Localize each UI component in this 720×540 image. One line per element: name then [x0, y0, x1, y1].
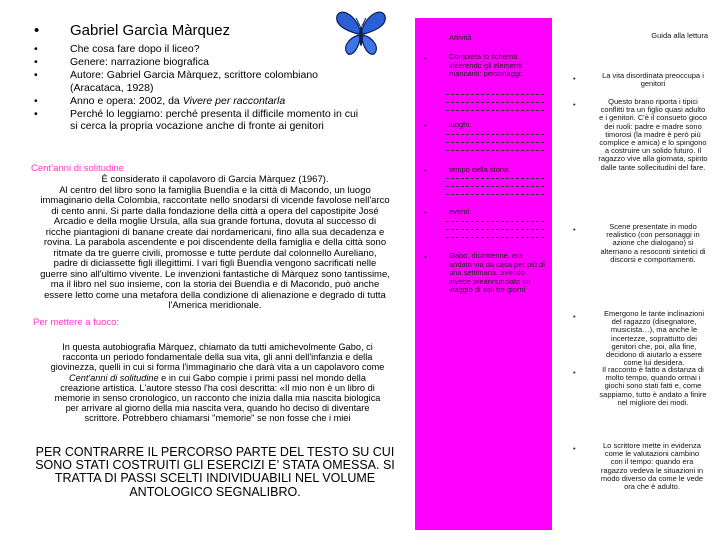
- bullet-icon: •: [573, 368, 576, 377]
- list-item: • Perché lo leggiamo: perché presenta il difficile momento in cui si cerca la propria vocazione anche di fronte ai genitori: [34, 107, 359, 132]
- bullet-icon: •: [34, 43, 38, 55]
- blank-line: [446, 150, 544, 151]
- guide-header: Guida alla lettura: [651, 31, 708, 40]
- guide-item: Emergono le tante inclinazioni del ragazzo (disegnatore, musicista…), ma anche le incertezze, soprattutto dei genitori che, poi, alla fine, decidono di aiutarlo a essere come lui desidera.: [603, 309, 705, 368]
- guide-item: Scene presentate in modo realistico (con personaggi in azione che dialogano) si alternano a resoconti sintetici di discorsi e comportamenti.: [600, 222, 706, 264]
- bullet-icon: •: [34, 56, 38, 68]
- blank-line: [446, 102, 544, 103]
- page-title: Gabriel Garcìa Màrquez: [70, 22, 231, 39]
- activity-item: luoghi:: [449, 120, 472, 129]
- bullet-icon: •: [424, 252, 427, 261]
- bullet-icon: •: [573, 444, 576, 453]
- list-item: • Anno e opera: 2002, da Vivere per raccontarla: [34, 94, 286, 107]
- blank-line: [446, 237, 544, 238]
- bullet-icon: •: [573, 225, 576, 234]
- activity-item: eventi:: [449, 207, 472, 216]
- blank-line: [446, 194, 544, 195]
- activity-item: Gabo, diciottenne, era andato via da casa per più di una settimana, avendo invece preannunciato un viaggio di soli tre giorni: [449, 251, 545, 295]
- bullet-icon: •: [424, 54, 427, 63]
- title-row: [34, 22, 230, 39]
- guide-item: Lo scrittore mette in evidenza come le valutazioni cambino con il tempo: quando era ragazzo vedeva le situazioni in modo diverso da come le vede ora che è adulto.: [600, 441, 704, 492]
- bullet-icon: •: [573, 312, 576, 321]
- bullet-icon: •: [424, 166, 427, 175]
- omission-note: PER CONTRARRE IL PERCORSO PARTE DEL TESTO SU CUI SONO STATI COSTRUITI GLI ESERCIZI E’ STATA OMESSA. SI TRATTA DI PASSI SCELTI INDIVIDUABILI NEL VOLUME ANTOLOGICO SEGNALIBRO.: [35, 445, 395, 499]
- blank-line: [446, 221, 544, 222]
- activity-item: tempo della storia:: [449, 165, 511, 174]
- blank-line: [446, 94, 544, 95]
- bullet-icon: •: [424, 208, 427, 217]
- blank-line: [446, 186, 544, 187]
- guide-item: La vita disordinata preoccupa i genitori: [602, 71, 704, 89]
- bullet-icon: •: [34, 22, 40, 39]
- capolavoro-heading: Cent’anni di solitudine: [31, 163, 124, 174]
- activity-item: Completa lo schema inserendo gli elementi mancanti: personaggi:: [449, 52, 523, 79]
- capolavoro-text: È considerato il capolavoro di Garcia Màrquez (1967). Al centro del libro sono la famiglia Buendìa e la città di Macondo, un luogo immaginario della Colombia, raccontate nello snodarsi di vicende favolose nell'arco di cento anni. Si parte dalla fondazione della città a opera del capostipite José Arcadio e della moglie Ursula, alla sua grande fortuna, dovuta al successo di ricche piantagioni di banane create dai nordamericani, fino alla sua decadenza e rovina. La parabola ascendente e poi discendente della famiglia e della città sono ritmate da tre guerre civili, promosse e tutte perdute dal colonnello Aureliano, padre di diciassette figli illegittimi. I vari figli Buendìa vengono sacrificati nelle guerre sino all'ultimo vivente. Le invenzioni fantastiche di Màrquez sono tantissime, ma il libro nel suo insieme, con la storia dei Buendìa e di Macondo, può anche essere letto come una metafora della condizione di alienazione e degrado di tutta l'America meridionale.: [40, 174, 390, 311]
- bullet-icon: •: [34, 94, 38, 107]
- activity-header: Attività: [449, 33, 472, 42]
- bullet-icon: •: [573, 74, 576, 83]
- blank-line: [446, 110, 544, 111]
- blank-line: [446, 178, 544, 179]
- blank-line: [446, 142, 544, 143]
- list-item: • Autore: Gabriel Garcia Màrquez, scrittore colombiano (Aracataca, 1928): [34, 69, 319, 94]
- per-mettere-heading: Per mettere a fuoco:: [33, 317, 120, 328]
- bullet-icon: •: [424, 121, 427, 130]
- autobiografia-text: In questa autobiografia Màrquez, chiamato da tutti amichevolmente Gabo, ci racconta un periodo fondamentale della sua vita, gli anni dell'infanzia e della giovinezza, quelli in cui si forma l'immaginario che darà vita a un capolavoro come Cent'anni di solitudine e in cui Gabo compie i primi passi nel mondo della creazione artistica. L'autore stesso l'ha così descritta: «Il mio non è un libro di memorie in senso cronologico, un racconto che inizia dalla mia nascita biologica per arrivare al giorno della mia nascita vera, quando ho deciso di diventare scrittore. Potrebbero chiamarsi "memorie" se non fosse che i miei: [50, 342, 385, 424]
- guide-item: Il racconto è fatto a distanza di molto tempo, quando ormai i giochi sono stati fatti e, come sappiamo, tutto è andato a finire nel migliore dei modi.: [599, 365, 707, 407]
- guide-item: Questo brano riporta i tipici conflitti tra un figlio quasi adulto e i genitori. C'è il consueto gioco dei ruoli: padre e madre sono timorosi (la madre è però più complice e amica) e lo spingono a costruire un solido futuro. Il ragazzo vive alla giornata, spinto dalle tante sollecitudini del fare.: [598, 97, 708, 172]
- blank-line: [446, 229, 544, 230]
- info-list: [34, 43, 364, 133]
- bullet-icon: •: [34, 107, 38, 120]
- list-item: • Che cosa fare dopo il liceo?: [34, 43, 200, 55]
- bullet-icon: •: [573, 100, 576, 109]
- corner-decoration: [700, 14, 720, 26]
- blank-line: [446, 134, 544, 135]
- list-item: • Genere: narrazione biografica: [34, 56, 209, 68]
- bullet-icon: •: [34, 69, 38, 81]
